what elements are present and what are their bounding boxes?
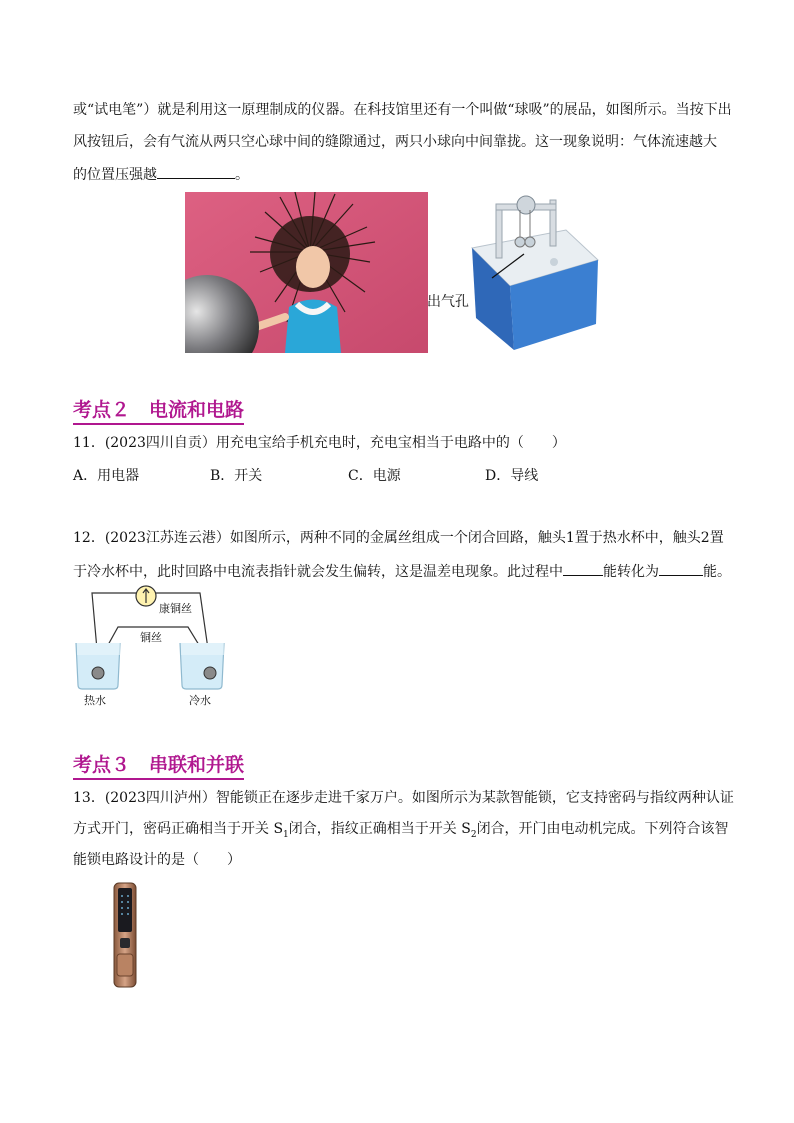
q11-option-c[interactable]: C．电源 [348, 468, 401, 484]
q13-line-2b: 闭合，指纹正确相当于开关 S [288, 821, 471, 837]
q11-option-d[interactable]: D．导线 [485, 468, 539, 484]
q10-line-1: 或“试电笔”）就是利用这一原理制成的仪器。在科技馆里还有一个叫做“球吸”的展品，如图所示。当按下出 [73, 102, 732, 118]
q10-line-3 [73, 164, 249, 185]
q13-line-2 [73, 819, 729, 845]
ball-suction-photo [458, 190, 604, 353]
section-heading-2: 考点２ 电流和电路 [73, 395, 244, 425]
section-heading-3: 考点３ 串联和并联 [73, 750, 244, 780]
q13-line-1: 13．(2023四川泸州）智能锁正在逐步走进千家万户。如图所示为某款智能锁，它支持密码与指纹两种认证 [73, 790, 734, 806]
s1-subscript: 1 [283, 829, 289, 840]
outlet-label: 出气孔 [427, 294, 469, 310]
label-cold-water: 冷水 [189, 694, 211, 707]
smart-lock-photo [112, 882, 138, 988]
label-hot-water: 热水 [84, 694, 106, 707]
q10-line-3-text: 的位置压强越 [73, 167, 157, 183]
label-constantan-wire: 康铜丝 [159, 602, 192, 615]
q10-line-2: 风按钮后，会有气流从两只空心球中间的缝隙通过，两只小球向中间靠拢。这一现象说明：气体流速越大 [73, 134, 717, 150]
q13-line-2a: 方式开门，密码正确相当于开关 S [73, 821, 284, 837]
q11-option-a[interactable]: A．用电器 [73, 468, 140, 484]
q13-line-3: 能锁电路设计的是（ ） [73, 852, 241, 868]
q12-line-2 [73, 561, 731, 582]
label-copper-wire: 铜丝 [140, 631, 162, 644]
q12-line-2a: 于冷水杯中，此时回路中电流表指针就会发生偏转，这是温差电现象。此过程中 [73, 564, 563, 580]
q11-stem: 11．(2023四川自贡）用充电宝给手机充电时，充电宝相当于电路中的（ ） [73, 435, 566, 451]
answer-blank-1[interactable] [563, 561, 603, 576]
q10-line-3-end: 。 [235, 167, 249, 183]
q13-line-2c: 闭合，开门由电动机完成。下列符合该智 [476, 821, 729, 837]
answer-blank[interactable] [157, 164, 235, 179]
q12-line-1: 12．(2023江苏连云港）如图所示，两种不同的金属丝组成一个闭合回路，触头1置于热水杯中，触头2置 [73, 530, 724, 546]
q11-option-b[interactable]: B．开关 [210, 468, 263, 484]
static-hair-photo [185, 192, 428, 353]
q12-line-2b: 能转化为 [603, 564, 659, 580]
answer-blank-2[interactable] [659, 561, 703, 576]
q12-line-2c: 能。 [703, 564, 731, 580]
s2-subscript: 2 [470, 829, 477, 840]
